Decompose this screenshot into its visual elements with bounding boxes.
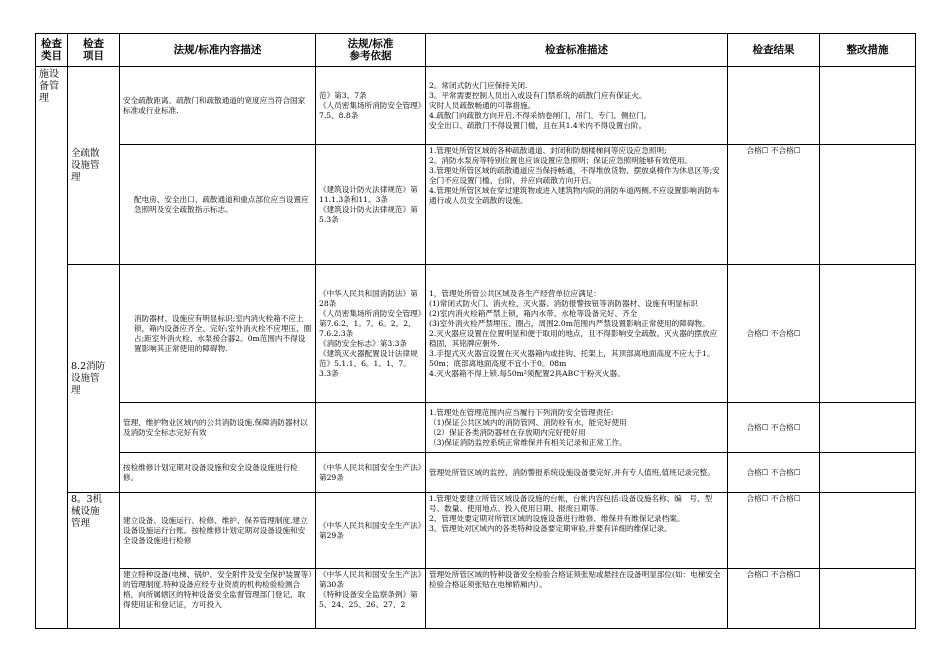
result-cell[interactable]: 合格☐ 不合格☐ [728,265,820,403]
table-row [36,265,916,403]
result-cell[interactable]: 合格☐ 不合格☐ [728,145,820,265]
table-row [36,493,916,569]
item-evacuation: 全疏散 设施管 理 [68,67,120,265]
result-cell[interactable]: 合格☐ 不合格☐ [728,453,820,493]
rectify-cell[interactable] [820,569,916,629]
content-cell: 安全疏散距离、疏散门和疏散通道的宽度应当符合国家标准或行业标准. [120,67,316,145]
basis-cell: 《中华人民共和国安全生产法》第30条 《特种设备安全监察条例》第5、24、25、26、27、2 [316,569,426,629]
standard-cell: 2。常闭式防火门应保持关闭. 3。平常需要控制人员出入或设有门禁系统的疏散门应有保证火。 灾时人员疏散畅通的可靠措施。 4.疏散门向疏散方向开启,不得采纳卷闸门、吊门、专门、侧拉门。 安全出口、疏散门不得设置门槛，且在其1.4米内不得设置台阶。 [426,67,728,145]
standard-cell: 1.管理处在管理范围内应当履行下列消防安全管理责任: （1)保证公共区域内的消防管网、消防栓有水，能完好使用 （2）保证各类消防器材在存放期内完好使好用 （3)保证消防监控系统正常维保并有相关记录和正常工作。 [426,403,728,453]
header-standard: 检查标准描述 [426,34,728,67]
rectify-cell[interactable] [820,145,916,265]
rectify-cell[interactable] [820,403,916,453]
basis-cell: 范》第3。7条 《人员密集场所消防安全管理》7.5、8.8条 [316,67,426,145]
basis-cell [316,403,426,453]
result-cell[interactable]: 合格☐ 不合格☐ [728,493,820,569]
standard-cell: 1，管理处所管公共区域及各生产经营单位应满足： (1)常闭式防火门、消火栓、灭火器、消防报警按钮等消防器材、设施有明显标识 (2)室内消火栓箱严禁上锁，箱内水带、水枪等设备完好、齐全 (3)室外消火栓严禁埋压、圈占，周围2.0m范围内严禁设置影响正常使用的障碍物。 2.灭火器应设置在位置明显和便于取用的地点，且不得影响安全疏散。灭火器的摆放应稳固，其铭牌应朝外. 3.手提式灭火器宜设置在灭火器箱内或挂钩、托架上，其顶部离地面高度不应大于1。50m；底部离地面高度不宜小于0。08m 4.灭火器箱不得上锁.每50m²须配置2具ABC干粉灭火器。 [426,265,728,403]
table-row [36,403,916,453]
result-cell[interactable]: 合格☐ 不合格☐ [728,569,820,629]
result-cell[interactable]: 合格☐ 不合格☐ [728,403,820,453]
content-cell: 消防器材、设施应有明显标识;室内消火栓箱不应上锁，箱内设备应齐全、完好;室外消火栓不应埋压、圈占;距室外消火栓、水泵接合器2。0m范围内不得设置影响其正常使用的障碍物. [120,265,316,403]
basis-cell: 《中华人民共和国安全生产法》第29条 [316,493,426,569]
category-cell: 施设 备管 理 [36,67,68,629]
basis-cell: 《中华人民共和国安全生产法》第29条 [316,453,426,493]
rectify-cell[interactable] [820,453,916,493]
content-cell: 建立设备、设施运行、检修、维护、保养管理制度,建立设备设施运行台账。按检维修计划定期对设备设施和安全设备设施进行检修 [120,493,316,569]
rectify-cell[interactable] [820,265,916,403]
content-cell: 按检维修计划定期对设备设施和安全设备设施进行检修。 [120,453,316,493]
table-row [36,67,916,145]
inspection-table [35,33,916,629]
content-cell: 配电房、安全出口、疏散通道和重点部位应当设置应急照明及安全疏散指示标志。 [120,145,316,265]
standard-cell: 1.管理处要建立所管区域设备设施的台帐，台帐内容包括:设备设施名称、编 号、型号、数量、使用地点、投入使用日期、报废日期等. 2、管理处要定期对所管区域的设施设备进行维修、维保并有维保记录档案。 3。管理处对区域内的各类特种设备要定期审验,并要有详细的维保记录。 [426,493,728,569]
header-content: 法规/标准内容描述 [120,34,316,67]
result-cell[interactable] [728,67,820,145]
item-special-equipment: 8。3机 械设施 管理 [68,493,120,629]
standard-cell: 管理处所管区域的监控、消防警报系统设施设备要完好,并有专人值班,值班记录完整。 [426,453,728,493]
rectify-cell[interactable] [820,67,916,145]
header-row [36,34,916,67]
content-cell: 建立特种设备(电梯、锅炉、安全附件及安全保护装置等）的管理制度.特种设备应经专业资质的机构检验检测合格，向所属辖区的特种设备安全监督管理部门登记，取得使用证和登记证，方可投入 [120,569,316,629]
standard-cell: 管理处所管区域的特种设备安全检验合格证须张贴或悬挂在设备明显部位(如：电梯安全检验合格证须张贴在电梯轿厢内）。 [426,569,728,629]
rectify-cell[interactable] [820,493,916,569]
header-basis: 法规/标准 参考依据 [316,34,426,67]
header-category: 检查 类目 [36,34,68,67]
table-row [36,145,916,265]
header-rectify: 整改措施 [820,34,916,67]
item-fire: 8.2消防 设施管 理 [68,265,120,493]
table-row [36,569,916,629]
basis-cell: 《建筑设计防火法律规范》第11.1.3条和11。3条 《建筑设计防火法律规范》第5.3条 [316,145,426,265]
header-result: 检查结果 [728,34,820,67]
standard-cell: 1.管理处所管区域的各种疏散通道、封闭和防烟楼梯间等应设应急照明; 2。消防水泵房等特别位置也应该设置应急照明；保证应急照明能够有效使用。 3.管理处所管区域的疏散通道应当保持畅通，不得堆放货物、摆放桌椅作为休息区等;安全门不应设置门槛、台阶，并应向疏散方向开启。 4.管理处所管区域在穿过建筑物或进入建筑物内院的消防车道两侧,不应设置影响消防车通行或人员安全疏散的设施。 [426,145,728,265]
content-cell: 管理、维护物业区域内的公共消防设施,保障消防器材以及消防安全标志完好有效 [120,403,316,453]
basis-cell: 《中华人民共和国消防法》第28条 《人员密集场所消防安全管理》第7.6.2、1。7。6。2。2、7.6.2.3条 《消防安全标志》第3.3条 《建筑灭火器配置设计法律规范》5.1.1、6。1。1、7。3.3条 [316,265,426,403]
table-row [36,453,916,493]
header-item: 检查 项目 [68,34,120,67]
